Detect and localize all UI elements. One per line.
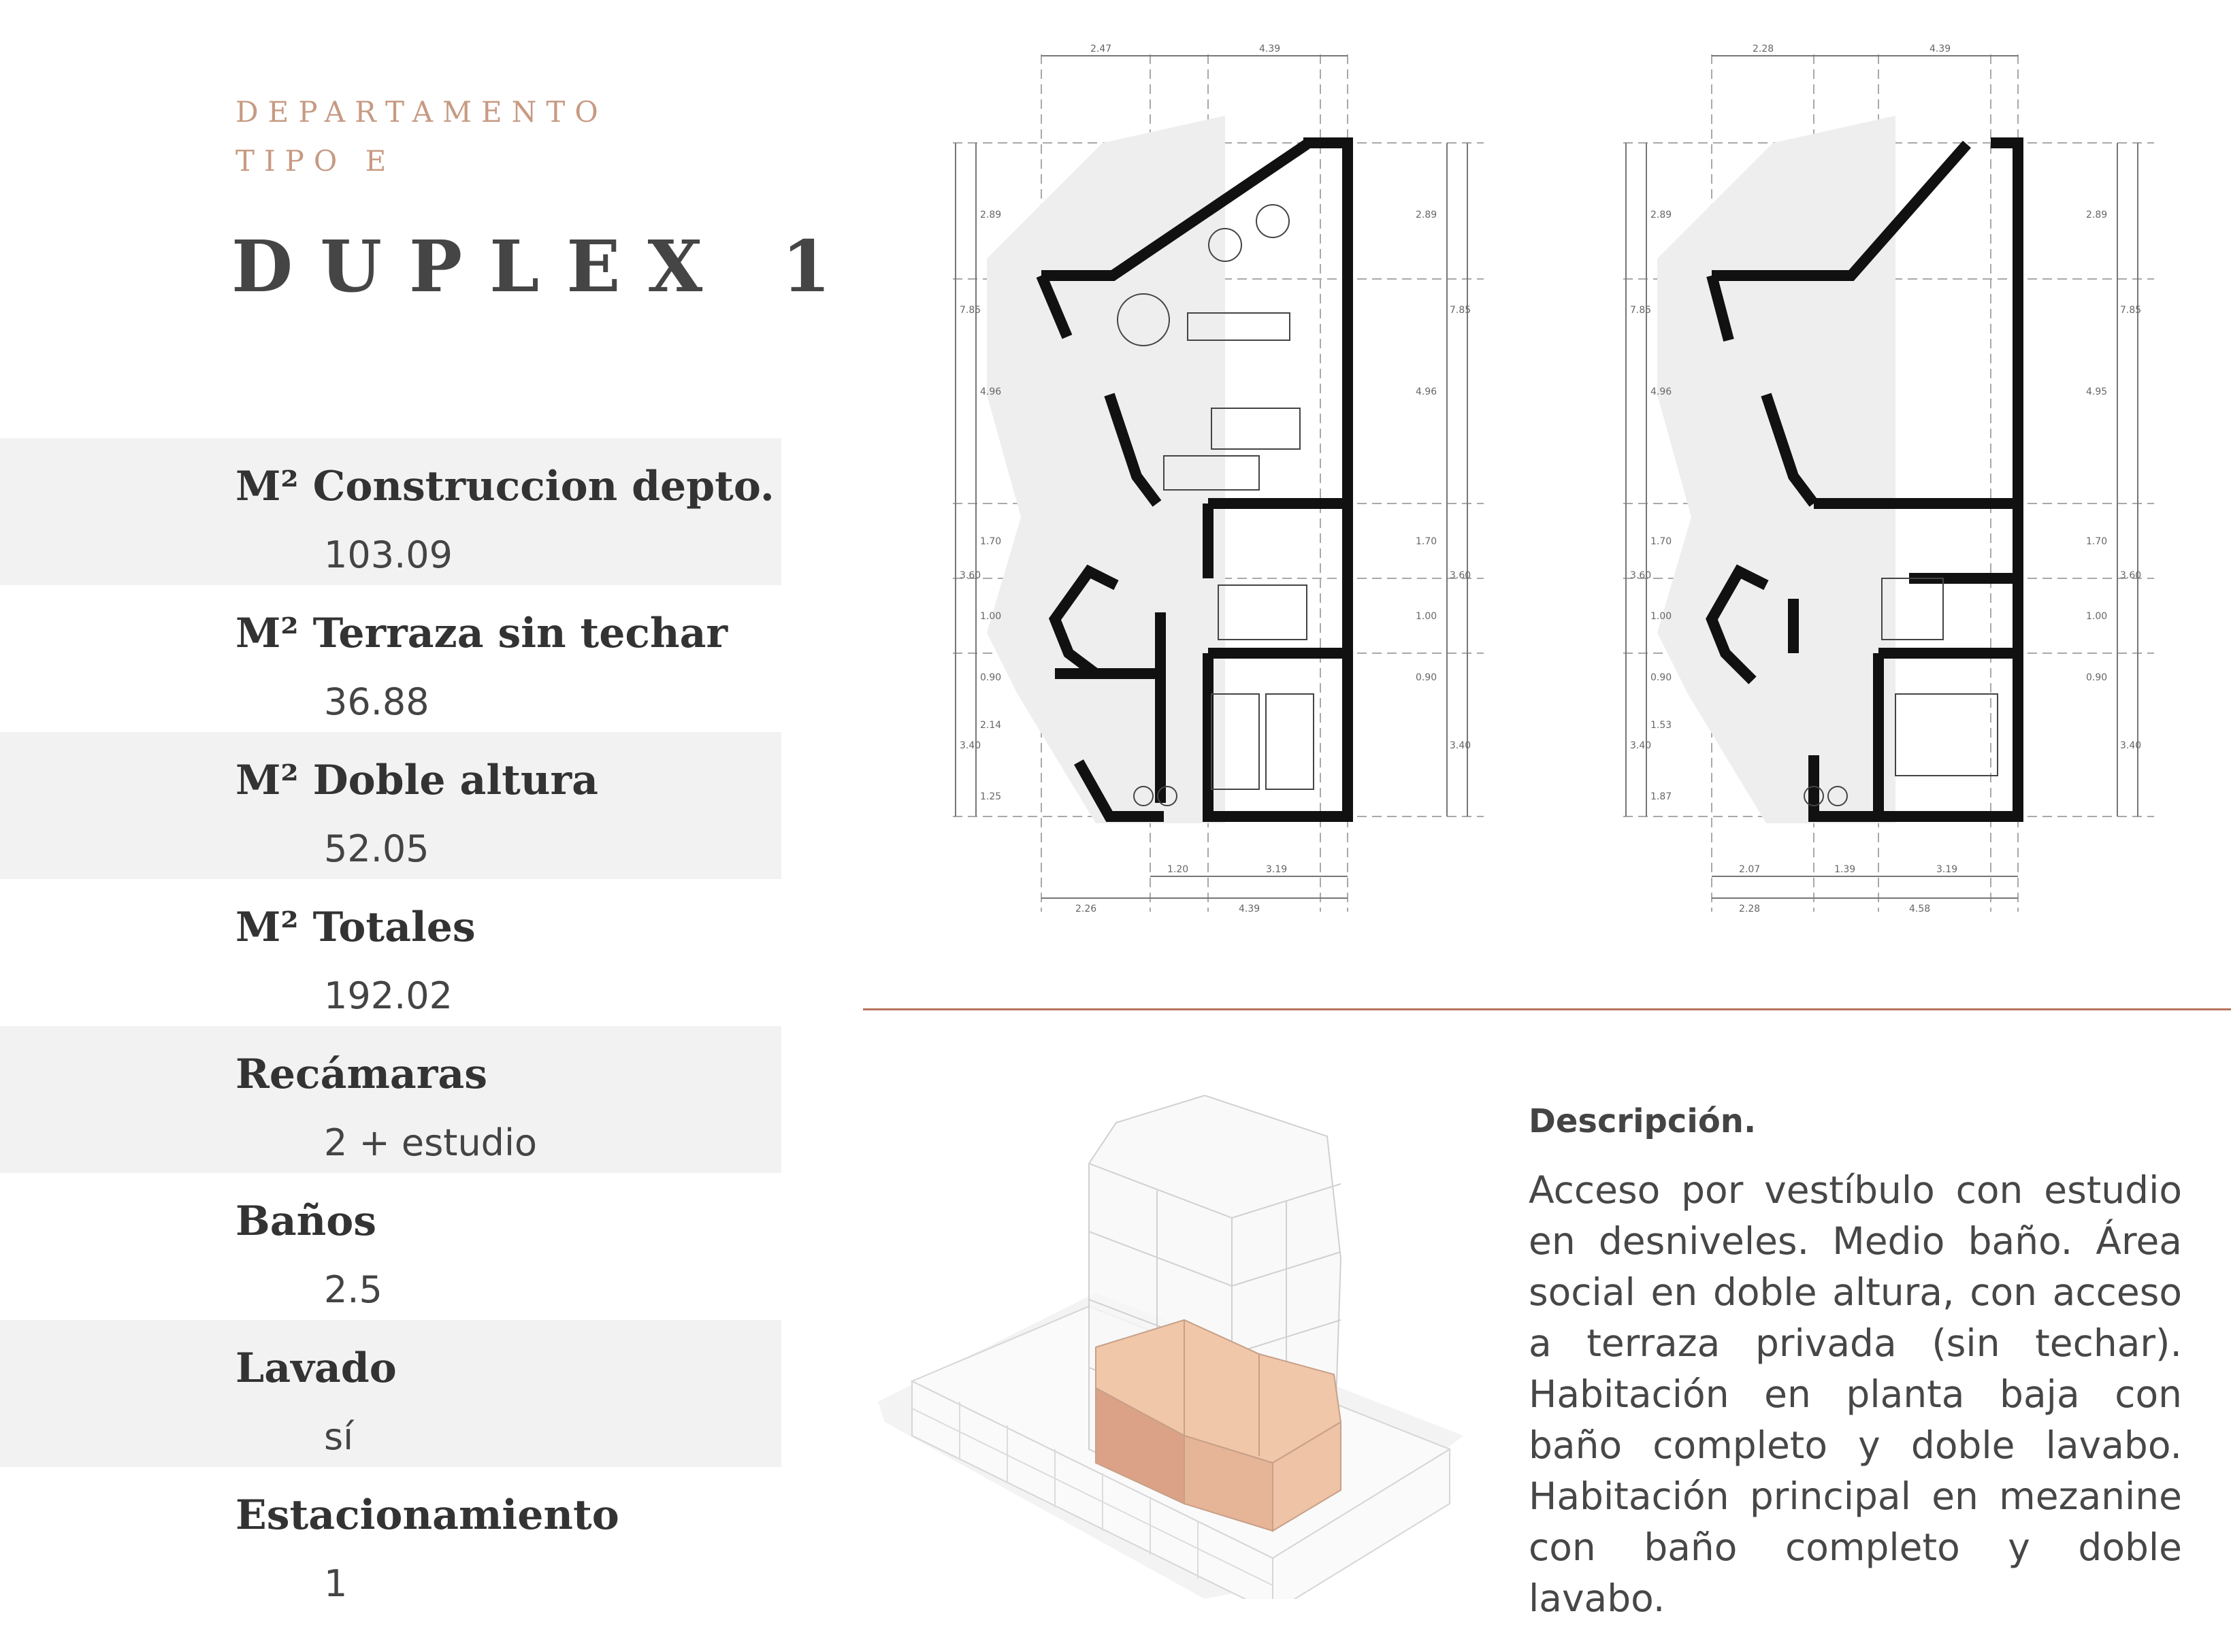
description-heading: Descripción.	[1529, 1102, 1757, 1140]
description-body: Acceso por vestíbulo con estudio en desniveles. Medio baño. Área social en doble altura, con acceso a terraza privada (sin techar). Habitación en planta baja con baño completo y doble lavabo. Habitación principal en mezanine con baño completo y doble lavabo.	[1529, 1168, 2182, 1620]
kicker-line-1: DEPARTAMENTO	[235, 95, 608, 129]
spec-label: Estacionamiento	[235, 1491, 619, 1539]
floor-plan-lower	[939, 41, 1497, 925]
spec-value: 52.05	[324, 827, 429, 870]
dim-label: 2.28	[1753, 44, 1774, 54]
dim-label: 1.70	[1650, 536, 1672, 547]
dim-label: 4.58	[1909, 904, 1931, 914]
kicker-line-2: TIPO E	[235, 144, 396, 178]
dim-label: 0.90	[1650, 672, 1672, 683]
dim-label: 1.70	[2086, 536, 2108, 547]
dim-label: 1.39	[1834, 864, 1856, 875]
dim-label: 3.60	[2120, 570, 2142, 581]
dim-label: 3.19	[1936, 864, 1958, 875]
dim-label: 2.89	[1650, 210, 1672, 220]
dim-label: 3.40	[1630, 740, 1652, 751]
dim-label: 1.87	[1650, 791, 1672, 802]
dim-label: 7.85	[1630, 305, 1652, 316]
spec-value: 2.5	[324, 1268, 382, 1311]
dim-label: 0.90	[2086, 672, 2108, 683]
page-title: DUPLEX 1	[231, 225, 858, 308]
spec-label: M² Terraza sin techar	[235, 610, 728, 657]
spec-value: 103.09	[324, 533, 453, 576]
dim-label: 4.96	[980, 386, 1002, 397]
spec-row	[0, 585, 781, 732]
dim-label: 4.95	[2086, 386, 2108, 397]
dim-label: 7.85	[1450, 305, 1471, 316]
dim-label: 3.19	[1266, 864, 1288, 875]
dim-label: 1.00	[2086, 611, 2108, 622]
dim-label: 2.89	[2086, 210, 2108, 220]
dim-label: 4.39	[1929, 44, 1951, 54]
spec-row	[0, 879, 781, 1026]
dim-label: 3.40	[960, 740, 981, 751]
dim-label: 0.90	[1416, 672, 1437, 683]
spec-label: Recámaras	[235, 1051, 488, 1098]
spec-label: M² Totales	[235, 904, 476, 951]
dim-label: 7.85	[960, 305, 981, 316]
spec-label: M² Construccion depto.	[235, 463, 775, 510]
dim-label: 3.60	[960, 570, 981, 581]
dim-label: 3.40	[1450, 740, 1471, 751]
spec-value: 36.88	[324, 680, 429, 723]
spec-row	[0, 438, 781, 585]
isometric-volume-diagram	[864, 1082, 1477, 1599]
dim-label: 1.70	[980, 536, 1002, 547]
spec-label: M² Doble altura	[235, 757, 598, 804]
dim-label: 1.20	[1167, 864, 1189, 875]
spec-row	[0, 732, 781, 879]
dim-label: 2.89	[1416, 210, 1437, 220]
dim-label: 4.39	[1259, 44, 1281, 54]
dim-label: 2.47	[1090, 44, 1112, 54]
dim-label: 1.00	[1650, 611, 1672, 622]
dim-label: 3.60	[1450, 570, 1471, 581]
spec-row	[0, 1173, 781, 1320]
dim-label: 2.07	[1739, 864, 1761, 875]
spec-row	[0, 1467, 781, 1614]
spec-label: Baños	[235, 1197, 377, 1245]
dim-label: 1.00	[980, 611, 1002, 622]
dim-label: 0.90	[980, 672, 1002, 683]
dim-label: 1.53	[1650, 720, 1672, 731]
dim-label: 4.39	[1239, 904, 1260, 914]
spec-value: 192.02	[324, 974, 453, 1017]
dim-label: 2.14	[980, 720, 1002, 731]
dim-label: 4.96	[1650, 386, 1672, 397]
dim-label: 2.28	[1739, 904, 1761, 914]
dim-label: 1.25	[980, 791, 1002, 802]
dim-label: 2.26	[1075, 904, 1097, 914]
spec-value: 1	[324, 1562, 348, 1605]
spec-label: Lavado	[235, 1344, 397, 1392]
dim-label: 1.00	[1416, 611, 1437, 622]
spec-row	[0, 1320, 781, 1467]
dim-label: 2.89	[980, 210, 1002, 220]
spec-list	[0, 438, 781, 1614]
dim-label: 4.96	[1416, 386, 1437, 397]
section-divider	[863, 1008, 2231, 1010]
dim-label: 7.85	[2120, 305, 2142, 316]
floor-plan-upper	[1610, 41, 2168, 925]
spec-row	[0, 1026, 781, 1173]
dim-label: 1.70	[1416, 536, 1437, 547]
spec-value: sí	[324, 1415, 354, 1458]
dim-label: 3.40	[2120, 740, 2142, 751]
dim-label: 3.60	[1630, 570, 1652, 581]
spec-value: 2 + estudio	[324, 1121, 538, 1164]
